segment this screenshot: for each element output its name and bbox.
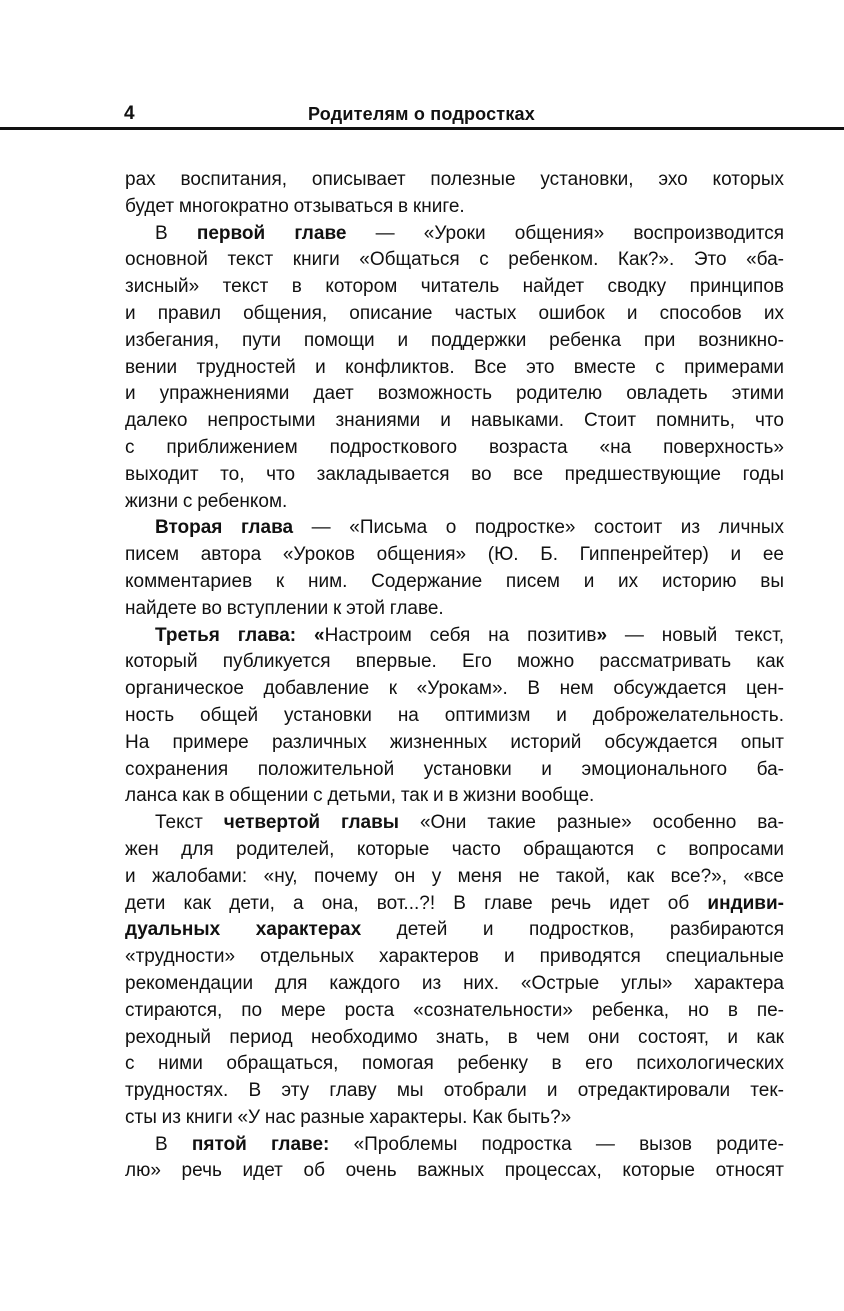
text-run: найдете во вступлении к этой главе.: [125, 597, 444, 619]
text-run: сты из книги «У нас разные характеры. Как быть?»: [125, 1106, 572, 1128]
text-line: [125, 381, 784, 408]
paragraph: [125, 810, 784, 1132]
text-run: и упражнениями дает возможность родителю овладеть этими: [125, 383, 784, 405]
text-run: дети как дети, а она, вот...?! В главе речь идет об: [125, 892, 708, 914]
paragraph: [125, 221, 784, 516]
text-run: зисный» текст в котором читатель найдет сводку принципов: [125, 276, 784, 298]
text-run: трудностях. В эту главу мы отобрали и отредактировали тек-: [125, 1080, 784, 1102]
text-line: [125, 194, 784, 221]
text-run: и правил общения, описание частых ошибок и способов их: [125, 302, 784, 324]
text-line: [125, 676, 784, 703]
text-line: [125, 837, 784, 864]
text-line: [125, 917, 784, 944]
bold-text: Третья глава: «: [155, 624, 325, 646]
text-run: реходный период необходимо знать, в чем они состоят, и как: [125, 1026, 784, 1048]
text-line: [125, 703, 784, 730]
text-run: вении трудностей и конфликтов. Все это вместе с примерами: [125, 356, 784, 378]
text-line: [125, 1051, 784, 1078]
paragraph: [125, 623, 784, 811]
text-run: детей и подростков, разбираются: [361, 919, 784, 941]
bold-text: первой главе: [196, 222, 347, 244]
text-run: На примере различных жизненных историй обсуждается опыт: [125, 731, 784, 753]
text-line: [125, 274, 784, 301]
text-run: с ними обращаться, помогая ребенку в его психологических: [125, 1053, 784, 1075]
bold-text: дуальных характерах: [125, 919, 362, 941]
text-run: далеко непростыми знаниями и навыками. Стоит помнить, что: [125, 410, 784, 432]
text-run: основной текст книги «Общаться с ребенком. Как?». Это «ба-: [125, 249, 784, 271]
text-line: [125, 515, 784, 542]
paragraph: [125, 167, 784, 221]
text-run: комментариев к ним. Содержание писем и их историю вы: [125, 570, 784, 592]
running-title: Родителям о подростках: [308, 104, 535, 124]
page-number: 4: [124, 103, 135, 124]
text-run: — новый текст,: [607, 624, 785, 646]
text-line: [125, 1105, 784, 1132]
text-line: [125, 1158, 784, 1185]
text-run: «Проблемы подростка — вызов родите-: [329, 1133, 784, 1155]
text-line: [125, 408, 784, 435]
text-run: будет многократно отзываться в книге.: [125, 195, 465, 217]
text-line: [125, 783, 784, 810]
text-run: В: [155, 1133, 192, 1155]
text-line: [125, 757, 784, 784]
text-line: [125, 489, 784, 516]
text-run: писем автора «Уроков общения» (Ю. Б. Гиппенрейтер) и ее: [125, 544, 784, 566]
text-run: Настроим себя на позитив: [324, 624, 597, 646]
text-run: — «Письма о подростке» состоит из личных: [293, 517, 784, 539]
text-line: [125, 355, 784, 382]
text-line: [125, 1132, 784, 1159]
text-run: и жалобами: «ну, почему он у меня не такой, как все?», «все: [125, 865, 784, 887]
paragraph: [125, 1132, 784, 1186]
text-run: рекомендации для каждого из них. «Острые углы» характера: [125, 972, 784, 994]
header-rule: [0, 127, 844, 130]
text-line: [125, 623, 784, 650]
text-run: с приближением подросткового возраста «на поверхность»: [125, 436, 784, 458]
text-line: [125, 944, 784, 971]
text-line: [125, 247, 784, 274]
text-line: [125, 328, 784, 355]
text-run: ланса как в общении с детьми, так и в жизни вообще.: [125, 785, 595, 807]
text-line: [125, 569, 784, 596]
text-run: Текст: [155, 812, 224, 834]
text-line: [125, 1078, 784, 1105]
text-run: ность общей установки на оптимизм и доброжелательность.: [125, 704, 784, 726]
text-line: [125, 810, 784, 837]
text-run: — «Уроки общения» воспроизводится: [346, 222, 785, 244]
text-run: В: [155, 222, 197, 244]
text-line: [125, 435, 784, 462]
text-run: лю» речь идет об очень важных процессах, которые относят: [125, 1160, 784, 1182]
text-run: сохранения положительной установки и эмоционального ба-: [125, 758, 784, 780]
bold-text: пятой главе:: [191, 1133, 330, 1155]
text-run: «Они такие разные» особенно ва-: [399, 812, 784, 834]
text-run: жизни с ребенком.: [125, 490, 288, 512]
text-run: стираются, по мере роста «сознательности» ребенка, но в пе-: [125, 999, 784, 1021]
text-line: [125, 971, 784, 998]
bold-text: Вторая глава: [155, 517, 294, 539]
text-run: жен для родителей, которые часто обращаются с вопросами: [125, 838, 784, 860]
text-line: [125, 998, 784, 1025]
text-run: который публикуется впервые. Его можно рассматривать как: [125, 651, 784, 673]
text-run: избегания, пути помощи и поддержки ребенка при возникно-: [125, 329, 784, 351]
text-line: [125, 301, 784, 328]
text-run: рах воспитания, описывает полезные установки, эхо которых: [125, 169, 784, 190]
text-line: [125, 596, 784, 623]
text-line: [125, 649, 784, 676]
text-line: [125, 864, 784, 891]
text-line: [125, 167, 784, 194]
paragraph: [125, 515, 784, 622]
text-line: [125, 542, 784, 569]
text-line: [125, 891, 784, 918]
text-line: [125, 1025, 784, 1052]
text-run: выходит то, что закладывается во все предшествующие годы: [125, 463, 784, 485]
running-header: [0, 101, 844, 129]
bold-text: »: [596, 624, 608, 646]
bold-text: индиви-: [707, 892, 784, 914]
text-line: [125, 221, 784, 248]
bold-text: четвертой главы: [223, 812, 400, 834]
text-line: [125, 462, 784, 489]
text-line: [125, 730, 784, 757]
body-text: [125, 167, 784, 1185]
text-run: «трудности» отдельных характеров и приводятся специальные: [125, 946, 784, 968]
text-run: органическое добавление к «Урокам». В нем обсуждается цен-: [125, 678, 784, 700]
